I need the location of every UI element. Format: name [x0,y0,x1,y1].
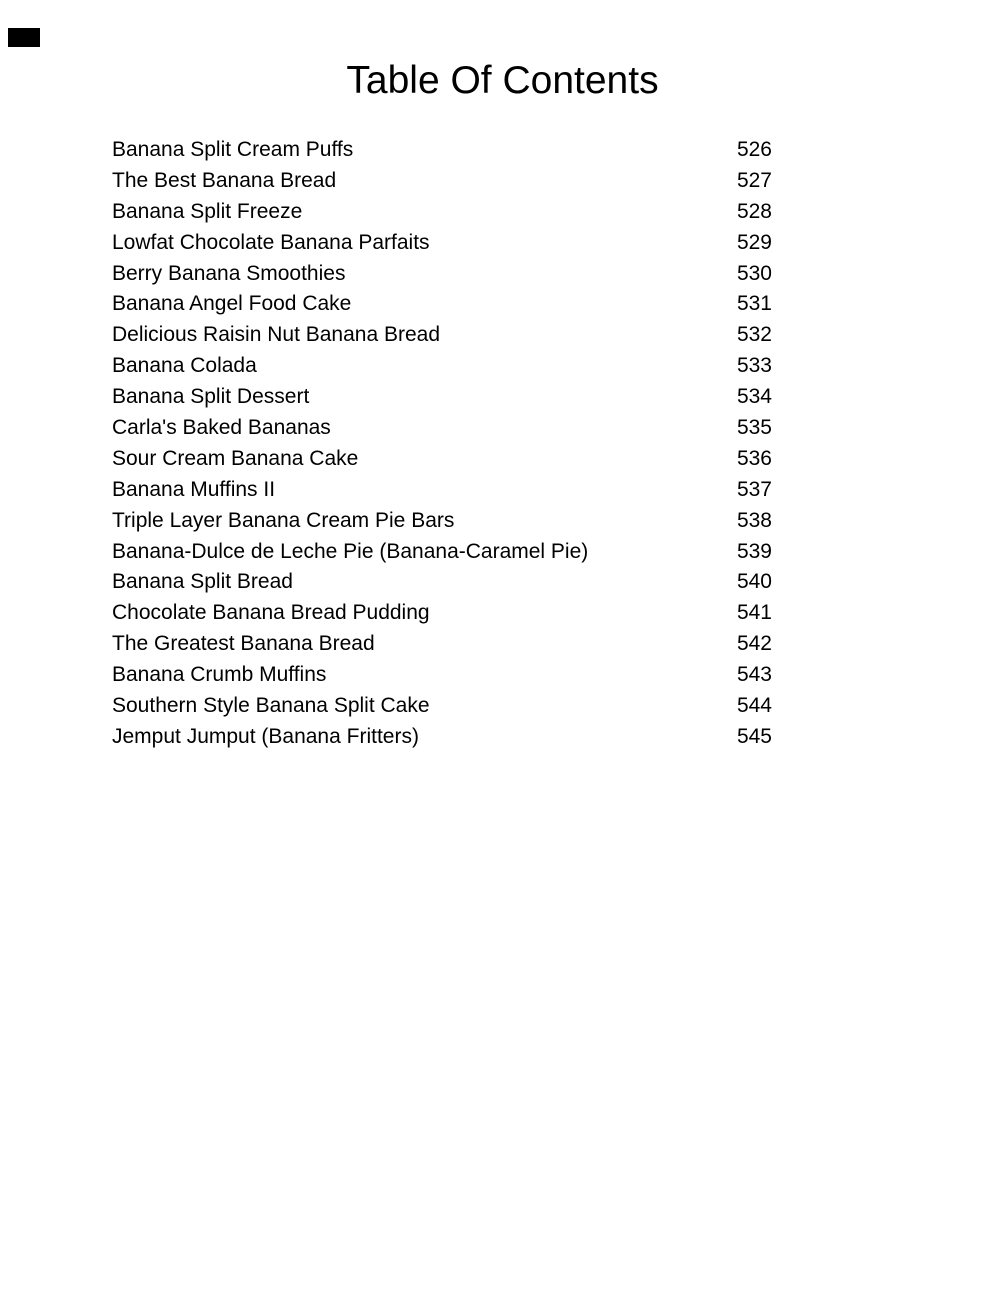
entry-title: Sour Cream Banana Cake [112,446,359,470]
entry-title: Chocolate Banana Bread Pudding [112,601,430,625]
toc-entry [112,320,772,351]
entry-page-number: 531 [736,292,772,316]
entry-title: Triple Layer Banana Cream Pie Bars [112,508,455,532]
toc-entry [112,567,772,598]
toc-entry [112,228,772,259]
toc-entry [112,691,772,722]
entry-title: Berry Banana Smoothies [112,261,346,285]
entry-title: Jemput Jumput (Banana Fritters) [112,724,419,748]
toc-entry [112,289,772,320]
toc-entry [112,166,772,197]
entry-title: Carla's Baked Bananas [112,416,331,440]
entry-page-number: 543 [736,663,772,687]
toc-entry [112,259,772,290]
entry-title: Banana Muffins II [112,477,276,501]
entry-title: The Greatest Banana Bread [112,632,375,656]
toc-entry [112,660,772,691]
entry-title: Delicious Raisin Nut Banana Bread [112,323,441,347]
entry-page-number: 534 [736,385,772,409]
entry-title: Banana Split Cream Puffs [112,138,354,161]
toc-entry [112,475,772,506]
toc-entry [112,506,772,537]
entry-title: Southern Style Banana Split Cake [112,694,430,718]
entry-page-number: 540 [736,570,772,594]
entry-page-number: 545 [736,724,772,748]
entry-title: Banana Split Bread [112,570,293,594]
entry-page-number: 539 [736,539,772,563]
entry-page-number: 533 [736,354,772,378]
entry-title: Banana Colada [112,354,257,378]
entry-title: Banana Angel Food Cake [112,292,352,316]
table-of-contents [112,135,772,753]
toc-entry [112,413,772,444]
entry-page-number: 544 [736,694,772,718]
entry-page-number: 526 [736,138,772,161]
toc-entry [112,629,772,660]
toc-entry [112,537,772,568]
entry-title: The Best Banana Bread [112,168,337,192]
toc-entry [112,351,772,382]
entry-page-number: 538 [736,508,772,532]
entry-page-number: 542 [736,632,772,656]
entry-page-number: 536 [736,446,772,470]
entry-title: Banana Crumb Muffins [112,663,327,687]
toc-entry [112,444,772,475]
entry-page-number: 537 [736,477,772,501]
entry-page-number: 528 [736,199,772,223]
toc-entry [112,135,772,166]
entry-title: Banana-Dulce de Leche Pie (Banana-Caramel Pie) [112,539,589,563]
entry-page-number: 529 [736,230,772,254]
entry-title: Banana Split Freeze [112,199,303,223]
entry-title: Lowfat Chocolate Banana Parfaits [112,230,430,254]
entry-page-number: 527 [736,168,772,192]
entry-page-number: 535 [736,416,772,440]
toc-entry [112,722,772,753]
entry-page-number: 532 [736,323,772,347]
entry-page-number: 530 [736,261,772,285]
toc-entry [112,598,772,629]
page-title: Table Of Contents [346,59,659,102]
entry-page-number: 541 [736,601,772,625]
entry-title: Banana Split Dessert [112,385,310,409]
toc-entry [112,197,772,228]
toc-entry [112,382,772,413]
corner-mark [8,28,40,47]
